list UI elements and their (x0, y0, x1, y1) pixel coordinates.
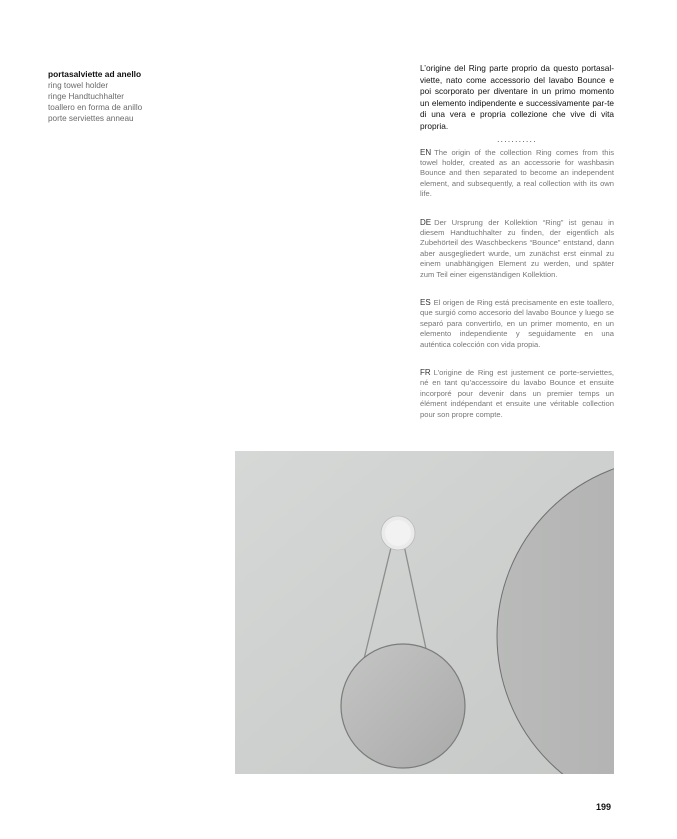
product-caption (48, 69, 218, 124)
dotted-divider: ........... (497, 134, 537, 144)
paragraph-es (420, 298, 614, 350)
paragraph-en (420, 148, 614, 200)
caption-line-fr: porte serviettes anneau (48, 114, 134, 123)
lang-code-en: EN (420, 147, 432, 157)
caption-line-de: ringe Handtuchhalter (48, 92, 125, 101)
paragraph-en-text: The origin of the collection Ring comes from this towel holder, created as an accessorie for washbasin Bounce and then separated to become an independent element, and subsequently, a real collection with its own life. (420, 147, 614, 199)
caption-line-es: toallero en forma de anillo (48, 103, 143, 112)
paragraph-de (420, 218, 614, 280)
caption-title: portasalviette ad anello (48, 69, 142, 79)
text-column (420, 63, 614, 420)
paragraph-es-text: El origen de Ring está precisamente en este toallero, que surgió como accesorio del lavabo Bounce y luego se separó para convertirlo, en un primer momento, en un elemento independiente y seguidamente en una auténtica colección con vida propia. (420, 298, 614, 349)
lang-code-es: ES (420, 298, 431, 308)
product-photo (235, 451, 614, 774)
caption-line-en: ring towel holder (48, 81, 109, 90)
wall-hook-face (385, 520, 411, 546)
intro-paragraph-it: L’origine del Ring parte proprio da questo portasal-viette, nato come accessorio del lavabo Bounce e poi scorporato per diventare in un primo momento un elemento indipendente e successivamente par-te di una vera e propria collezione che vive di vita propria. (420, 63, 614, 131)
lang-code-fr: FR (420, 368, 431, 378)
ring-towel-holder-illustration (235, 451, 614, 774)
paragraph-fr-text: L’origine de Ring est justement ce porte-serviettes, né en tant qu’accessoire du lavabo Bounce et ensuite incorporé pour devenir dans un premier temps un élément indépendant et ensuite une véritable collection pour son propre compte. (420, 368, 614, 419)
small-round-mirror (341, 644, 465, 768)
page-number: 199 (596, 802, 612, 812)
paragraph-de-text: Der Ursprung der Kollektion “Ring” ist genau in diesem Handtuchhalter zu finden, der eigentlich als Zubehörteil des Waschbeckens “Bounce” entstand, dann aber ausgegliedert wurde, um zunächst erst einmal zu einem unabhängigen Element zu werden, und später zum Teil einer eigenständigen Kollektion. (420, 217, 614, 279)
lang-code-de: DE (420, 217, 432, 227)
paragraph-fr (420, 368, 614, 420)
